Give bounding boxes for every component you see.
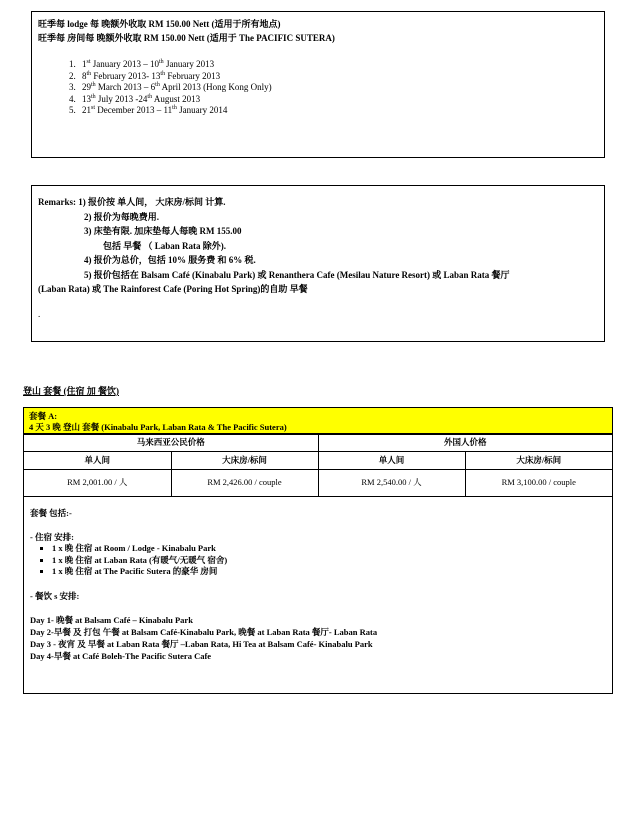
section-heading: 登山 套餐 (住宿 加 餐饮) (23, 386, 119, 396)
remark-3: 3) 床垫有限. 加床垫每人每晚 RM 155.00 (84, 226, 242, 236)
package-includes (24, 497, 612, 662)
peak-date-item: 2. 8th February 2013- 13th February 2013 (78, 71, 598, 83)
peak-date-item: 3. 29th March 2013 – 6th April 2013 (Hong Kong Only) (78, 82, 598, 94)
season-surcharge-box (31, 11, 605, 158)
package-a-table (23, 407, 613, 694)
local-price-header: 马来西亚公民价格 (24, 435, 318, 452)
foreign-price-header: 外国人价格 (318, 435, 612, 452)
meal-day-4: Day 4-早餐 at Café Boleh-The Pacific Sutera Cafe (30, 650, 212, 661)
price-table (24, 434, 612, 497)
foreign-twin-header: 大床房/标间 (465, 452, 612, 470)
meal-day-1: Day 1- 晚餐 at Balsam Café – Kinabalu Park (30, 614, 193, 625)
foreign-single-price: RM 2,540.00 / 人 (318, 470, 465, 497)
accommodation-item: ▪ 1 x 晚 住宿 at The Pacific Sutera 的豪华 房间 (52, 566, 606, 578)
remark-1: Remarks: 1) 报价按 单人间， 大床房/标间 计算. (38, 197, 226, 207)
peak-date-item: 5. 21st December 2013 – 11th January 2014 (78, 105, 598, 117)
peak-date-item: 1. 1st January 2013 – 10th January 2013 (78, 59, 598, 71)
surcharge-room-line: 旺季每 房间每 晚额外收取 RM 150.00 Nett (适用于 The PACIFIC SUTERA) (38, 33, 335, 43)
peak-date-item: 4. 13th July 2013 -24th August 2013 (78, 94, 598, 106)
remark-dot: . (38, 308, 41, 319)
accommodation-item: ▪ 1 x 晚 住宿 at Room / Lodge - Kinabalu Park (52, 543, 606, 555)
accommodation-list (30, 543, 606, 578)
package-label: 套餐 A: (29, 411, 58, 421)
remark-5: 5) 报价包括在 Balsam Café (Kinabalu Park) 或 Renanthera Cafe (Mesilau Nature Resort) 或 Laban Rata 餐厅 (84, 269, 510, 280)
remarks-box (31, 185, 605, 342)
accommodation-item: ▪ 1 x 晚 住宿 at Laban Rata (有暖气/无暖气 宿舍) (52, 555, 606, 567)
accommodation-title: - 住宿 安排: (30, 532, 74, 542)
local-single-header: 单人间 (24, 452, 171, 470)
local-twin-price: RM 2,426.00 / couple (171, 470, 318, 497)
remark-2: 2) 报价为每晚费用. (84, 211, 159, 222)
local-single-price: RM 2,001.00 / 人 (24, 470, 171, 497)
includes-title: 套餐 包括:- (30, 508, 72, 518)
remark-5-cont: (Laban Rata) 或 The Rainforest Cafe (Poring Hot Spring)的自助 早餐 (38, 284, 308, 294)
remark-3-cont: 包括 早餐 （ Laban Rata 除外). (103, 240, 227, 251)
surcharge-lodge-line: 旺季每 lodge 每 晚额外收取 RM 150.00 Nett (适用于所有地点) (38, 19, 281, 29)
package-header (24, 408, 612, 434)
meal-day-3: Day 3 - 夜宵 及 早餐 at Laban Rata 餐厅 –Laban Rata, Hi Tea at Balsam Café- Kinabalu Park (30, 638, 373, 649)
meal-title: - 餐饮 s 安排: (30, 590, 80, 601)
remark-4: 4) 报价为总价，包括 10% 服务费 和 6% 税. (84, 255, 256, 265)
meal-day-2: Day 2-早餐 及 打包 午餐 at Balsam Café-Kinabalu Park, 晚餐 at Laban Rata 餐厅- Laban Rata (30, 626, 378, 637)
package-title: 4 天 3 晚 登山 套餐 (Kinabalu Park, Laban Rata & The Pacific Sutera) (29, 422, 287, 432)
local-twin-header: 大床房/标间 (171, 452, 318, 470)
foreign-twin-price: RM 3,100.00 / couple (465, 470, 612, 497)
foreign-single-header: 单人间 (318, 452, 465, 470)
peak-date-list (38, 59, 598, 117)
